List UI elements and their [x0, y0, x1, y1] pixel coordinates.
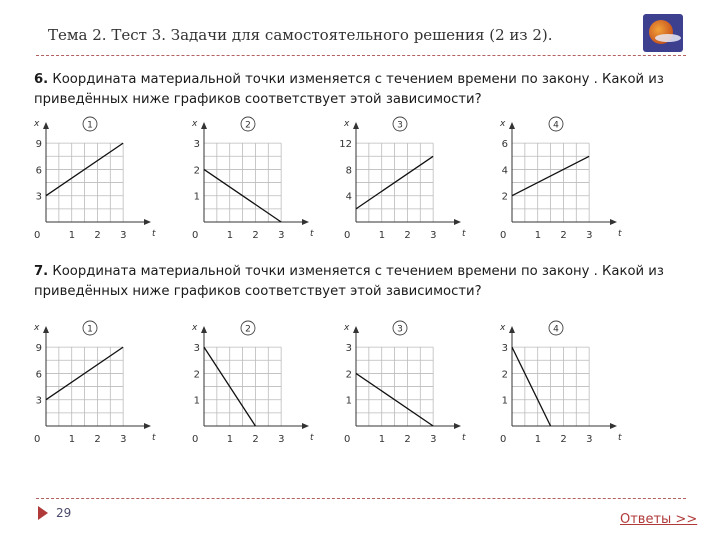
x-axis-label: t: [618, 433, 622, 443]
x-axis-label: t: [310, 433, 314, 443]
y-tick-label: 3: [193, 343, 200, 355]
y-tick-label: 3: [35, 191, 42, 203]
graph-number: 2: [245, 120, 251, 131]
x-tick-label: 2: [560, 230, 567, 239]
x-tick-label: 2: [94, 434, 101, 443]
y-axis-label: x: [192, 119, 198, 129]
y-tick-label: 4: [345, 191, 352, 203]
y-tick-label: 4: [501, 165, 508, 177]
x-tick-label: 3: [278, 230, 285, 239]
question-6-number: 6.: [34, 72, 49, 87]
x-axis-label: t: [310, 229, 314, 239]
x-tick-label: 0: [500, 434, 507, 443]
y-tick-label: 2: [193, 165, 200, 177]
x-axis-arrow: [454, 219, 461, 225]
x-axis-arrow: [302, 219, 309, 225]
y-axis-label: x: [34, 323, 40, 333]
x-tick-label: 0: [344, 230, 351, 239]
graph-number: 1: [87, 324, 93, 335]
y-tick-label: 1: [501, 395, 508, 407]
x-tick-label: 3: [120, 434, 127, 443]
y-axis-arrow: [353, 122, 359, 129]
question-6-text: Координата материальной точки изменяется с течением времени по закону . Какой из приведённых ниже графиков соответствует этой зависимости?: [34, 72, 664, 107]
x-tick-label: 1: [378, 434, 386, 443]
x-tick-label: 1: [534, 230, 542, 239]
play-arrow-icon: [38, 506, 48, 520]
y-tick-label: 9: [35, 139, 42, 151]
graph-number: 3: [397, 324, 403, 335]
y-axis-arrow: [43, 122, 49, 129]
x-tick-label: 2: [252, 230, 259, 239]
y-tick-label: 2: [501, 191, 508, 203]
x-tick-label: 1: [226, 434, 234, 443]
y-tick-label: 3: [35, 395, 42, 407]
y-axis-label: x: [344, 119, 350, 129]
y-axis-arrow: [201, 326, 207, 333]
x-axis-arrow: [302, 423, 309, 429]
x-tick-label: 3: [430, 230, 437, 239]
y-axis-arrow: [353, 326, 359, 333]
graph-number: 4: [553, 120, 559, 131]
y-tick-label: 2: [501, 369, 508, 381]
y-tick-label: 1: [345, 395, 352, 407]
y-tick-label: 6: [501, 139, 508, 151]
y-axis-arrow: [201, 122, 207, 129]
footer-divider: [36, 498, 686, 499]
x-tick-label: 2: [94, 230, 101, 239]
x-tick-label: 2: [560, 434, 567, 443]
header-divider: [36, 55, 686, 56]
y-tick-label: 6: [35, 369, 42, 381]
x-tick-label: 0: [192, 434, 199, 443]
x-tick-label: 1: [378, 230, 386, 239]
x-tick-label: 3: [120, 230, 127, 239]
x-tick-label: 0: [500, 230, 507, 239]
graph-q7-2: [186, 318, 316, 443]
y-axis-label: x: [500, 323, 506, 333]
y-axis-label: x: [500, 119, 506, 129]
y-tick-label: 9: [35, 343, 42, 355]
page-title: Тема 2. Тест 3. Задачи для самостоятельного решения (2 из 2).: [48, 26, 553, 44]
x-tick-label: 0: [192, 230, 199, 239]
x-tick-label: 0: [34, 434, 41, 443]
x-tick-label: 1: [226, 230, 234, 239]
y-tick-label: 2: [193, 369, 200, 381]
x-tick-label: 1: [534, 434, 542, 443]
question-6: [34, 70, 702, 110]
graph-q6-4: [494, 114, 624, 239]
x-axis-arrow: [144, 219, 151, 225]
y-tick-label: 8: [345, 165, 352, 177]
x-axis-arrow: [610, 219, 617, 225]
x-tick-label: 3: [586, 230, 593, 239]
y-axis-arrow: [509, 122, 515, 129]
x-tick-label: 2: [404, 230, 411, 239]
graph-q7-3: [338, 318, 468, 443]
answers-link[interactable]: Ответы >>: [620, 512, 698, 527]
x-tick-label: 2: [404, 434, 411, 443]
x-tick-label: 0: [34, 230, 41, 239]
x-tick-label: 3: [278, 434, 285, 443]
x-axis-label: t: [152, 229, 156, 239]
graph-q6-2: [186, 114, 316, 239]
question-7-number: 7.: [34, 264, 49, 279]
y-tick-label: 1: [193, 191, 200, 203]
y-tick-label: 1: [193, 395, 200, 407]
graph-q6-3: [338, 114, 468, 239]
x-tick-label: 1: [68, 434, 76, 443]
x-axis-label: t: [462, 433, 466, 443]
x-tick-label: 3: [586, 434, 593, 443]
page-number: 29: [56, 506, 72, 520]
graph-q7-4: [494, 318, 624, 443]
y-tick-label: 3: [193, 139, 200, 151]
y-axis-label: x: [192, 323, 198, 333]
graph-q7-1: [28, 318, 158, 443]
graph-number: 4: [553, 324, 559, 335]
y-axis-arrow: [43, 326, 49, 333]
x-tick-label: 3: [430, 434, 437, 443]
y-tick-label: 12: [339, 139, 352, 151]
question-7: [34, 262, 702, 302]
graph-number: 2: [245, 324, 251, 335]
y-axis-label: x: [34, 119, 40, 129]
x-tick-label: 1: [68, 230, 76, 239]
graph-q6-1: [28, 114, 158, 239]
y-axis-arrow: [509, 326, 515, 333]
x-axis-label: t: [618, 229, 622, 239]
question-7-text: Координата материальной точки изменяется с течением времени по закону . Какой из приведённых ниже графиков соответствует этой зависимости?: [34, 264, 664, 299]
x-axis-arrow: [610, 423, 617, 429]
x-axis-label: t: [152, 433, 156, 443]
y-axis-label: x: [344, 323, 350, 333]
x-tick-label: 0: [344, 434, 351, 443]
graph-number: 1: [87, 120, 93, 131]
y-tick-label: 3: [501, 343, 508, 355]
x-axis-arrow: [454, 423, 461, 429]
logo-icon: [643, 14, 683, 52]
y-tick-label: 3: [345, 343, 352, 355]
graph-number: 3: [397, 120, 403, 131]
y-tick-label: 6: [35, 165, 42, 177]
x-axis-label: t: [462, 229, 466, 239]
x-axis-arrow: [144, 423, 151, 429]
x-tick-label: 2: [252, 434, 259, 443]
y-tick-label: 2: [345, 369, 352, 381]
